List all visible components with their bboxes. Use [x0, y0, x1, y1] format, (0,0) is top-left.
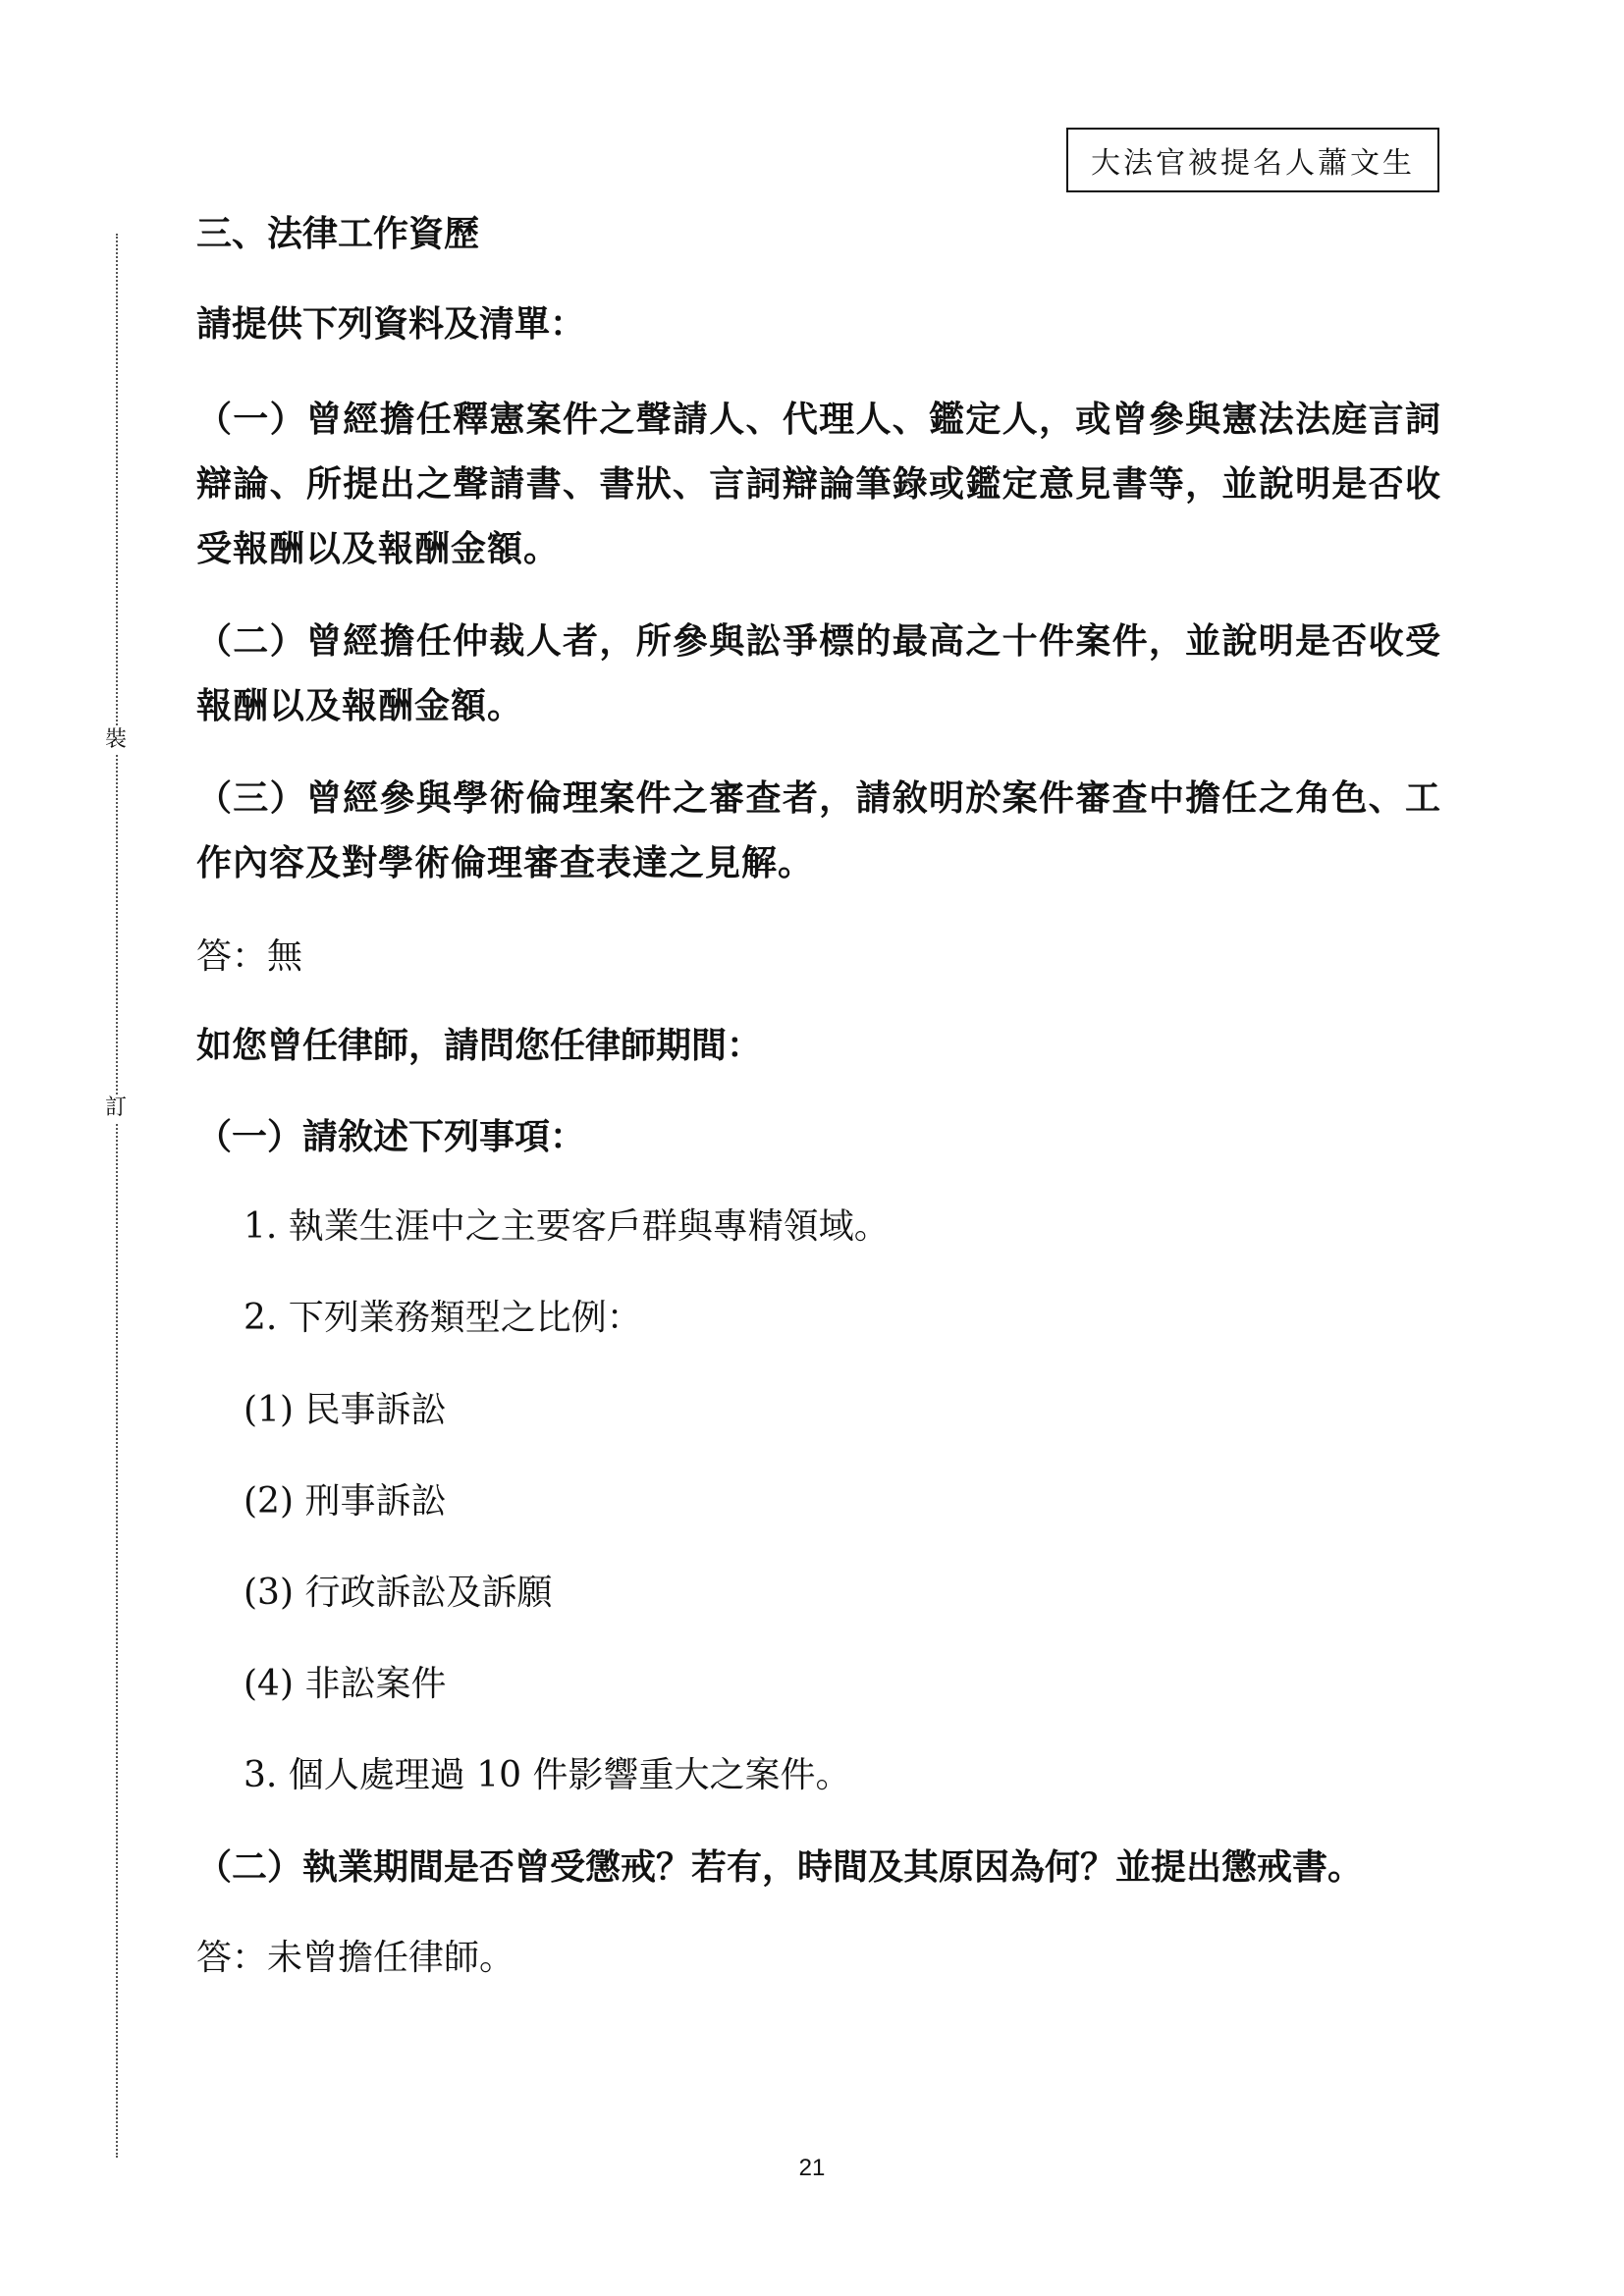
- lawyer-part1-item3: 3. 個人處理過 10 件影響重大之案件。: [244, 1755, 851, 1795]
- lawyer-part1-subitem-2: (2) 刑事訴訟: [244, 1481, 447, 1522]
- lawyer-part1-subitem-3: (3) 行政訴訟及訴願: [244, 1573, 553, 1613]
- section-title: 三、法律工作資歷: [196, 213, 480, 254]
- section-item-3: （三）曾經參與學術倫理案件之審查者，請敘明於案件審查中擔任之角色、工作內容及對學術倫理審查表達之見解。: [196, 777, 1441, 883]
- lawyer-part1-label: （一）請敘述下列事項：: [196, 1116, 586, 1157]
- nominee-label: 大法官被提名人蕭文生: [1091, 146, 1415, 181]
- section-item-2: （二）曾經擔任仲裁人者，所參與訟爭標的最高之十件案件，並說明是否收受報酬以及報酬金額。: [196, 620, 1441, 726]
- lawyer-part1-subitem-1: (1) 民事訴訟: [244, 1390, 447, 1430]
- lawyer-part2: （二）執業期間是否曾受懲戒？若有，時間及其原因為何？並提出懲戒書。: [196, 1846, 1364, 1888]
- page-number: 21: [798, 2155, 826, 2181]
- binding-label-bottom: 訂: [102, 1095, 130, 1122]
- binding-dotted-line: [116, 234, 118, 2158]
- lawyer-part1-subitem-4: (4) 非訟案件: [244, 1664, 447, 1704]
- lawyer-part1-item1: 1. 執業生涯中之主要客戶群與專精領域。: [244, 1206, 890, 1247]
- section-item-1: （一）曾經擔任釋憲案件之聲請人、代理人、鑑定人，或曾參與憲法法庭言詞辯論、所提出之聲請書、書狀、言詞辯論筆錄或鑑定意見書等，並說明是否收受報酬以及報酬金額。: [196, 399, 1441, 569]
- section-answer: 答：無: [196, 936, 303, 977]
- nominee-label-box: [1066, 128, 1439, 192]
- lawyer-answer: 答：未曾擔任律師。: [196, 1938, 515, 1978]
- section-intro: 請提供下列資料及清單：: [196, 303, 586, 345]
- binding-label-top: 裝: [102, 726, 130, 754]
- lawyer-part1-item2: 2. 下列業務類型之比例：: [244, 1298, 642, 1338]
- lawyer-question: 如您曾任律師，請問您任律師期間：: [196, 1025, 763, 1066]
